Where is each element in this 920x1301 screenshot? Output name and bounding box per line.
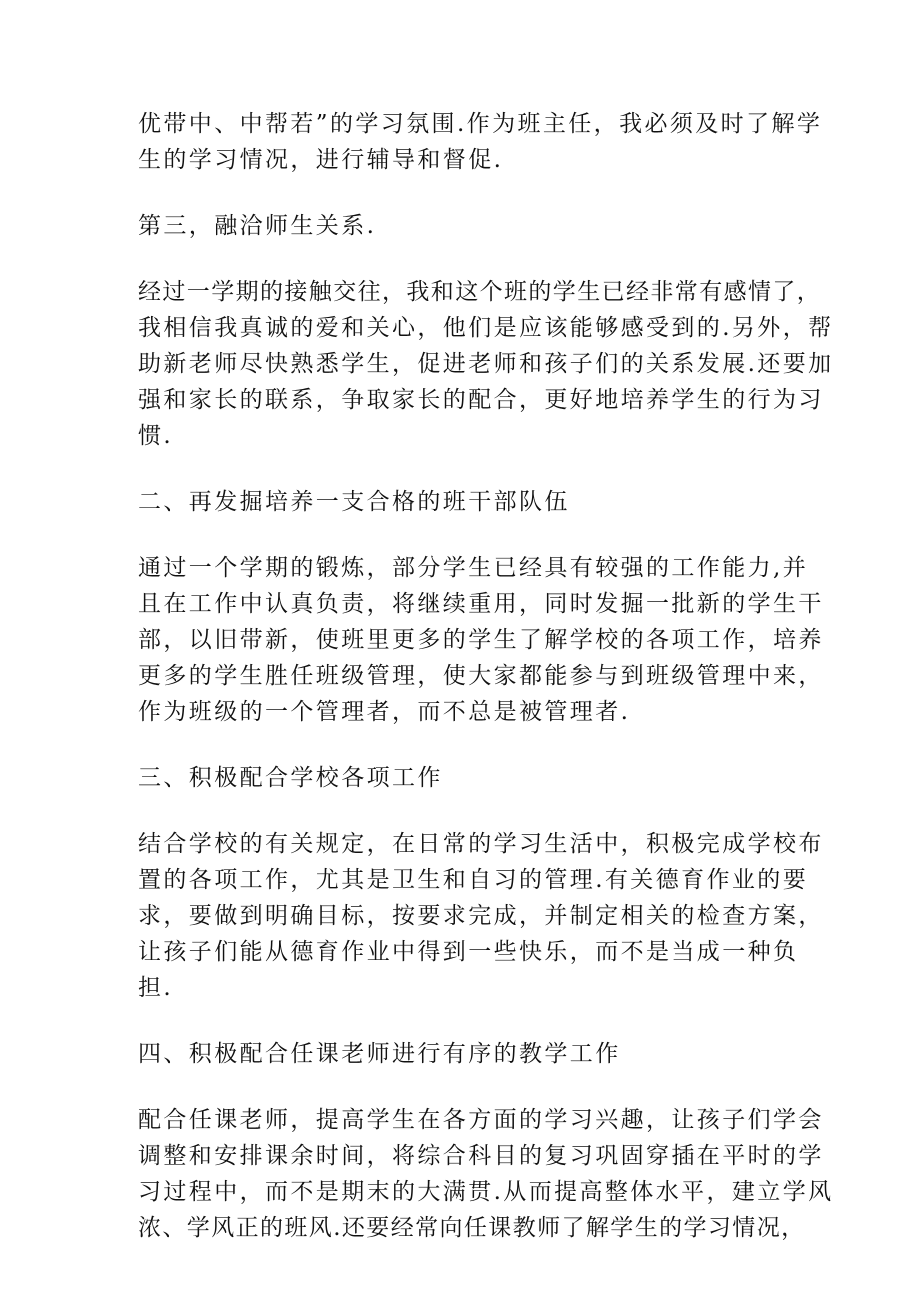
heading-school-work — [138, 760, 798, 796]
text-line: 作为班级的一个管理者，而不总是被管理者. — [138, 699, 631, 725]
text-line: 第三，融洽师生关系. — [138, 213, 377, 239]
text-line: 三、积极配合学校各项工作 — [138, 765, 443, 791]
text-line: 求，要做到明确目标，按要求完成，并制定相关的检查方案， — [138, 903, 824, 929]
text-line: 结合学校的有关规定，在日常的学习生活中，积极完成学校布 — [138, 831, 824, 857]
text-line: 浓、学风正的班风.还要经常向任课教师了解学生的学习情况， — [138, 1215, 806, 1241]
text-line: 经过一学期的接触交往，我和这个班的学生已经非常有感情了， — [138, 279, 822, 305]
text-line: 二、再发掘培养一支合格的班干部队伍 — [138, 489, 570, 515]
text-line: 让孩子们能从德育作业中得到一些快乐，而不是当成一种负 — [138, 939, 799, 965]
text-line: 助新老师尽快熟悉学生，促进老师和孩子们的关系发展.还要加 — [138, 351, 834, 377]
document-body — [138, 106, 834, 1246]
text-line: 习过程中，而不是期末的大满贯.从而提高整体水平，建立学风 — [138, 1179, 834, 1205]
text-line: 担. — [138, 975, 174, 1001]
text-line: 更多的学生胜任班级管理，使大家都能参与到班级管理中来， — [138, 663, 824, 689]
text-line: 部，以旧带新，使班里更多的学生了解学校的各项工作，培养 — [138, 627, 824, 653]
text-line: 惯. — [138, 423, 174, 449]
text-line: 置的各项工作，尤其是卫生和自习的管理.有关德育作业的要 — [138, 867, 809, 893]
heading-3-harmonize-relations — [138, 208, 798, 244]
heading-teaching-work — [138, 1036, 798, 1072]
text-line: 通过一个学期的锻炼，部分学生已经具有较强的工作能力,并 — [138, 555, 809, 581]
paragraph-2 — [138, 274, 834, 454]
text-line: 四、积极配合任课老师进行有序的教学工作 — [138, 1041, 621, 1067]
paragraph-5 — [138, 1102, 834, 1246]
text-line: 配合任课老师，提高学生在各方面的学习兴趣，让孩子们学会 — [138, 1107, 824, 1133]
text-line: 且在工作中认真负责，将继续重用，同时发掘一批新的学生干 — [138, 591, 824, 617]
text-line: 优带中、中帮若”的学习氛围.作为班主任，我必须及时了解学 — [138, 111, 823, 137]
heading-class-cadres — [138, 484, 798, 520]
paragraph-4 — [138, 826, 824, 1006]
text-line: 强和家长的联系，争取家长的配合，更好地培养学生的行为习 — [138, 387, 824, 413]
text-line: 生的学习情况，进行辅导和督促. — [138, 147, 504, 173]
text-line: 调整和安排课余时间，将综合科目的复习巩固穿插在平时的学 — [138, 1143, 824, 1169]
paragraph-3 — [138, 550, 824, 730]
paragraph-1 — [138, 106, 823, 178]
text-line: 我相信我真诚的爱和关心，他们是应该能够感受到的.另外，帮 — [138, 315, 834, 341]
